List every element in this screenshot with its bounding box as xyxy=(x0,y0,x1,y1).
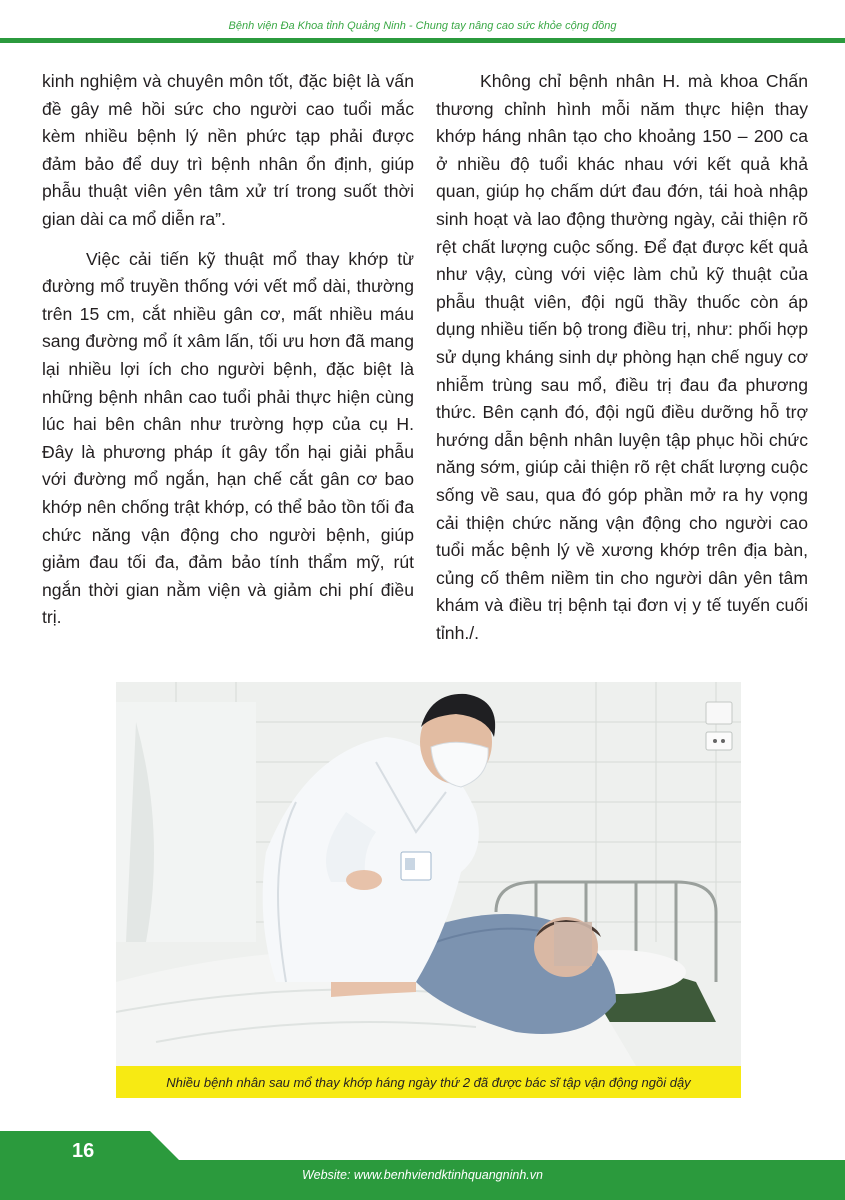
left-paragraph-1: kinh nghiệm và chuyên môn tốt, đặc biệt là vấn đề gây mê hồi sức cho người cao tuổi mắc kèm nhiều bệnh lý nền phức tạp phải được đảm bảo để duy trì bệnh nhân ổn định, giúp phẫu thuật viên yên tâm xử trí trong suốt thời gian dài ca mổ diễn ra”. xyxy=(42,71,414,229)
left-paragraph-2: Việc cải tiến kỹ thuật mổ thay khớp từ đường mổ truyền thống với vết mổ dài, thường trên 15 cm, cắt nhiều gân cơ, mất nhiều máu sang đường mổ ít xâm lấn, tối ưu hơn đã mang lại nhiều lợi ích cho người bệnh, đặc biệt là những bệnh nhân cao tuổi phải thực hiện cùng lúc hai bên chân như trường hợp của cụ H. Đây là phương pháp ít gây tổn hại giải phẫu với đường mổ ngắn, hạn chế cắt gân cơ bao khớp nên chống trật khớp, có thể bảo tồn tối đa chức năng vận động cho người bệnh, giúp giảm đau tối đa, đảm bảo tính thẩm mỹ, rút ngắn thời gian nằm viện và giảm chi phí điều trị. xyxy=(42,248,414,628)
header-rule xyxy=(0,38,845,43)
footer-website: Website: www.benhviendktinhquangninh.vn xyxy=(302,1168,543,1182)
right-column xyxy=(436,68,808,647)
right-paragraph-1: Không chỉ bệnh nhân H. mà khoa Chấn thương chỉnh hình mỗi năm thực hiện thay khớp háng nhân tạo cho khoảng 150 – 200 ca ở nhiều độ tuổi khác nhau với kết quả khả quan, giúp họ chấm dứt đau đớn, tái hoà nhập sinh hoạt và lao động thường ngày, cải thiện rõ rệt chất lượng cuộc sống. Để đạt được kết quả như vậy, cùng với việc làm chủ kỹ thuật của phẫu thuật viên, đội ngũ thầy thuốc còn áp dụng nhiều tiến bộ trong điều trị, như: phối hợp sử dụng kháng sinh dự phòng hạn chế nguy cơ nhiễm trùng sau mổ, điều trị đau đa phương thức. Bên cạnh đó, đội ngũ điều dưỡng hỗ trợ hướng dẫn bệnh nhân luyện tập phục hồi chức năng sớm, giúp cải thiện rõ rệt chất lượng cuộc sống về sau, qua đó góp phần mở ra hy vọng cải thiện chức năng vận động cho người cao tuổi mắc bệnh lý về xương khớp trên địa bàn, củng cố thêm niềm tin cho người dân yên tâm khám và điều trị bệnh tại đơn vị y tế tuyến cuối tỉnh./. xyxy=(436,71,808,643)
footer-slant xyxy=(150,1131,180,1161)
left-column xyxy=(42,68,414,632)
hospital-photo xyxy=(116,682,741,1066)
header-tagline: Bệnh viện Đa Khoa tỉnh Quảng Ninh - Chung tay nâng cao sức khỏe cộng đồng xyxy=(228,20,617,32)
page-number: 16 xyxy=(72,1140,95,1162)
figure-caption: Nhiều bệnh nhân sau mổ thay khớp háng ngày thứ 2 đã được bác sĩ tập vận động ngồi dậy xyxy=(116,1066,741,1098)
